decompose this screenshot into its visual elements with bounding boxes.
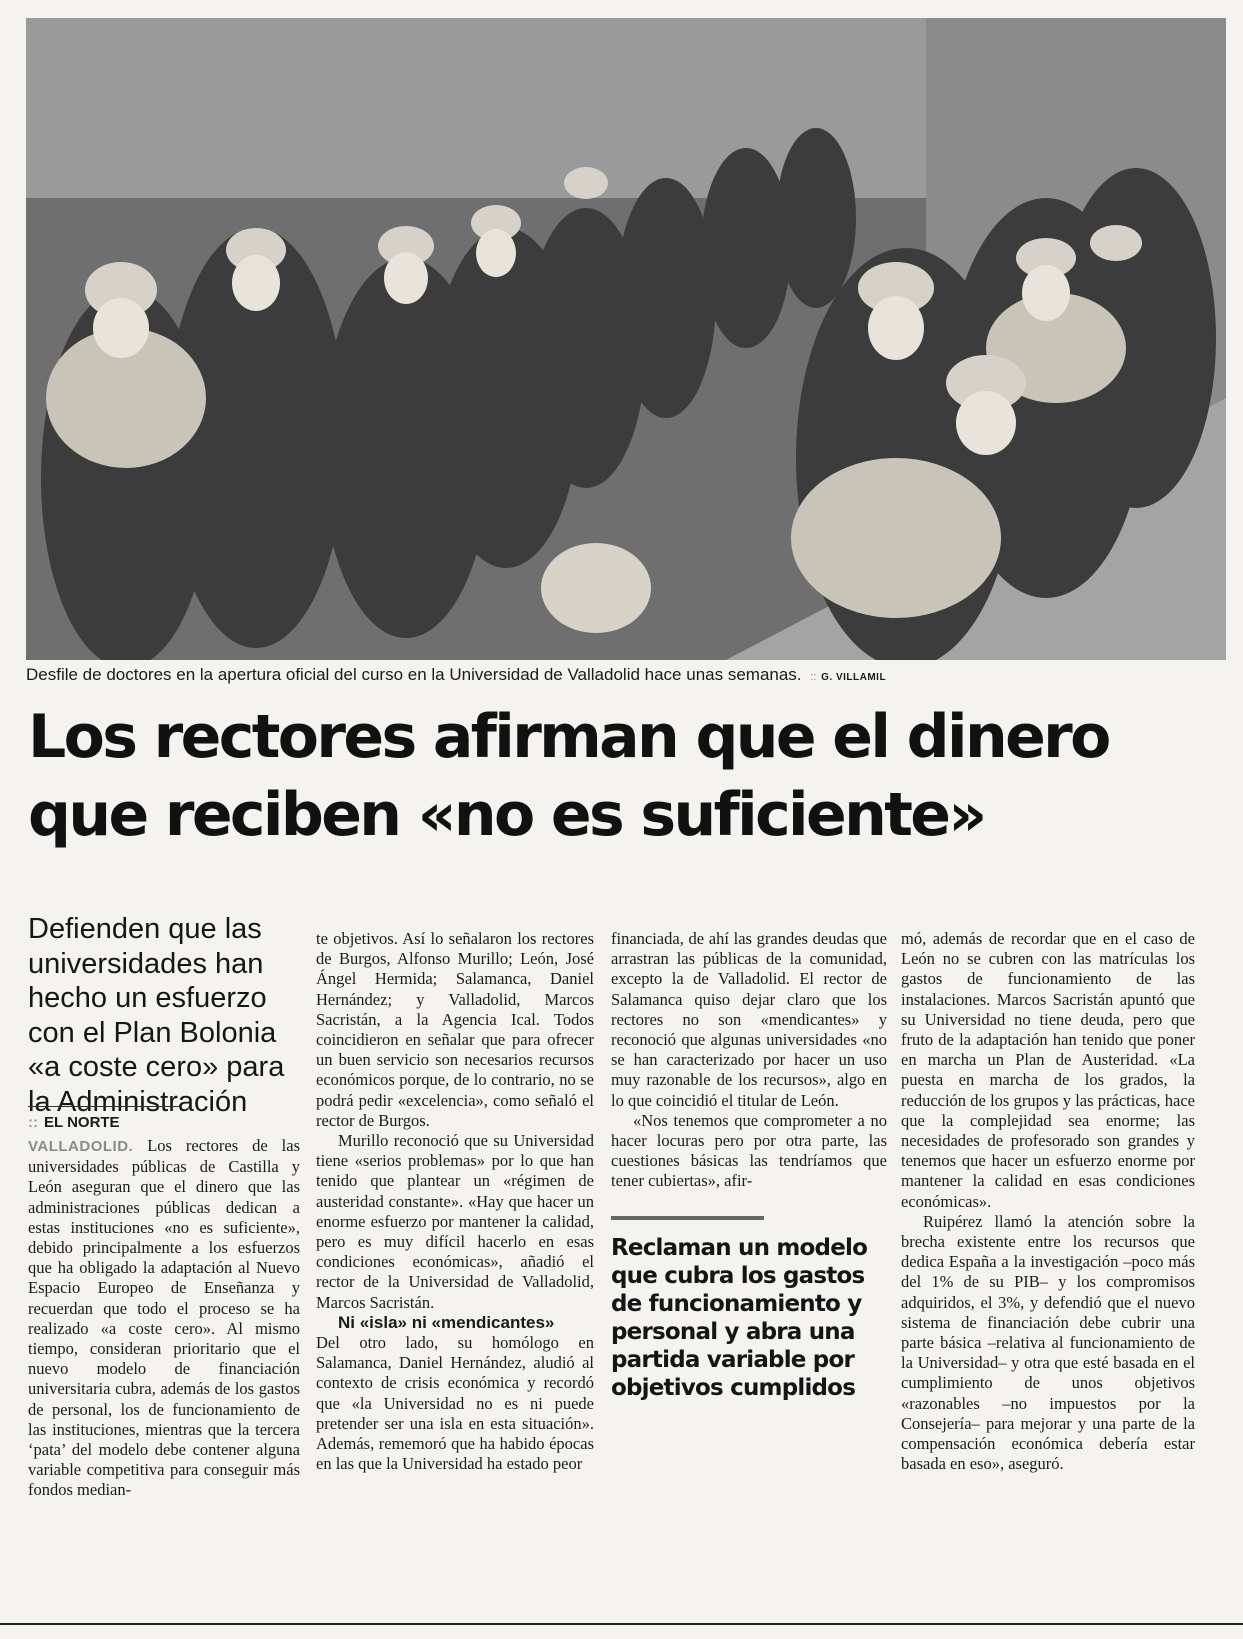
article-paragraph: te objetivos. Así lo señalaron los rectores de Burgos, Alfonso Murillo; León, José Ángel Hermida; Salamanca, Daniel Hernández; y Valladolid, Marcos Sacristán, a la Agencia Ical. Todos coincidieron en señalar que para ofrecer un buen servicio son necesarios recursos económicos porque, de lo contrario, no se podrá pedir «excelencia», como señaló el rector de Burgos. [316,929,594,1130]
headline [28,698,1228,854]
headline-line-1: Los rectores afirman que el dinero [28,702,1109,772]
article-column-3 [611,929,887,1192]
article-paragraph: financiada, de ahí las grandes deudas que arrastran las públicas de la comunidad, excepto la de Valladolid. El rector de Salamanca quiso dejar claro que los rectores no son «mendicantes» y reconoció que algunas universidades «no se han caracterizado por hacer un uso muy razonable de los recursos», algo en lo que coincidió el titular de León. [611,929,887,1110]
subhead-divider [28,1106,182,1107]
page-bottom-rule [0,1623,1243,1625]
headline-line-2: que reciben «no es suficiente» [28,780,985,850]
subheadline: Defienden que las universidades han hecho un esfuerzo con el Plan Bolonia «a coste cero» para la Administración [28,913,285,1118]
news-photo [26,18,1226,660]
photo-caption [26,664,1226,689]
dateline: VALLADOLID. [28,1138,134,1155]
article-paragraph [28,1136,300,1501]
article-paragraph: «Nos tenemos que comprometer a no hacer locuras pero por otra parte, las cuestiones básicas las tendríamos que tener cubiertas», afir- [611,1110,887,1191]
article-column-1 [28,1136,300,1501]
article-column-4 [901,929,1195,1474]
paragraph-text: Los rectores de las universidades públicas de Castilla y León aseguran que el dinero que las administraciones públicas dedican a estas instituciones «no es suficiente», debido principalmente a los esfuerzos que ha obligado la adaptación al Nuevo Espacio Europeo de Enseñanza y recuerdan que todo el proceso se ha realizado «a coste cero». Al mismo tiempo, consideran prioritario que el nuevo modelo de financiación universitaria cubra, además de los gastos de personal, los de funcionamiento de las instituciones, mientras que la tercera ‘pata’ del modelo debe contener alguna variable competitiva para conseguir más fondos median- [28,1136,301,1500]
article-paragraph: mó, además de recordar que en el caso de León no se cubren con las matrículas los gastos de funcionamiento de las instalaciones. Marcos Sacristán apuntó que su Universidad no tiene deuda, pero que fruto de la adaptación han tenido que poner en marcha un Plan de Austeridad. «La puesta en marcha de los grados, la reducción de los grupos y las prácticas, hace que la complejidad sea enorme; las necesidades de profesorado son grandes y tenemos que hacer un esfuerzo enorme por mantener la calidad en esas condiciones económicas». [901,929,1195,1211]
photo-credit: G. VILLAMIL [821,672,887,683]
pullquote: Reclaman un modelo que cubra los gastos de funcionamiento y personal y abra una partida variable por objetivos cumplidos [611,1235,868,1401]
article-column-2 [316,929,594,1474]
byline-mark: :: [28,1114,38,1131]
pullquote-rule [611,1216,764,1220]
byline [28,1114,120,1131]
caption-text: Desfile de doctores en la apertura oficial del curso en la Universidad de Valladolid hace unas semanas. [26,665,802,684]
article-paragraph: Del otro lado, su homólogo en Salamanca, Daniel Hernández, aludió al contexto de crisis económica y recordó que «la Universidad no es ni puede pretender ser una isla en esta situación». Además, rememoró que ha habido épocas en las que la Universidad ha estado peor [316,1333,594,1474]
section-heading: Ni «isla» ni «mendicantes» [338,1312,555,1332]
byline-author: EL NORTE [44,1114,120,1131]
credit-mark: :: [810,671,817,683]
article-paragraph: Murillo reconoció que su Universidad tiene «serios problemas» por lo que han tenido que plantear un «régimen de austeridad constante». «Hay que hacer un enorme esfuerzo por mantener la calidad, pero es muy difícil hacerlo en esas condiciones económicas», añadió el rector de la Universidad de Valladolid, Marcos Sacristán. [316,1131,594,1312]
procession-illustration [26,18,1226,660]
article-paragraph: Ruipérez llamó la atención sobre la brecha existente entre los recursos que dedica España a la investigación –poco más del 1% de su PIB– y los compromisos adquiridos, el 3%, y defendió que el nuevo sistema de financiación debe cubrir una parte básica –relativa al funcionamiento de la Universidad– y otra que esté basada en el cumplimiento de unos objetivos «razonables –no impuestos por la Consejería– para mejorar y una parte de la compensación económica debería estar basada en eso», aseguró. [901,1211,1195,1474]
